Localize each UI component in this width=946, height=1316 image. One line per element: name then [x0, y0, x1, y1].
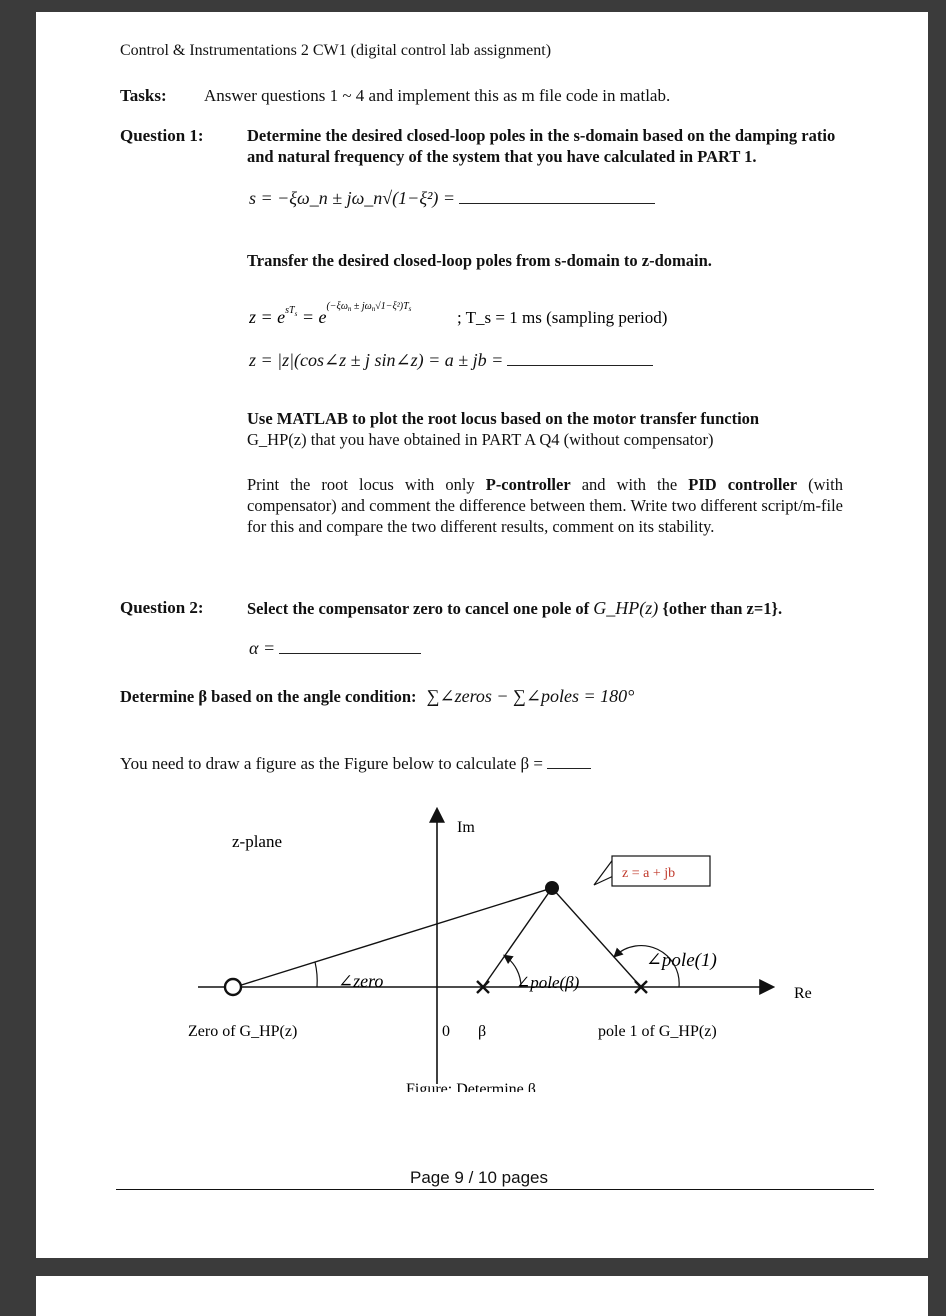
p-controller-text: P-controller: [485, 475, 571, 494]
alpha-answer-blank: [279, 653, 421, 654]
angle-pole-beta-label: ∠pole(β): [516, 973, 580, 992]
alpha-line: [249, 638, 421, 659]
question1-text: Determine the desired closed-loop poles in the s-domain based on the damping ratio and natural frequency of the system that you have calculated in PART 1.: [247, 126, 836, 166]
question2-label: Question 2:: [120, 598, 204, 617]
print-paragraph: [247, 474, 843, 537]
beta-heading-text: Determine β based on the angle condition:: [120, 687, 417, 706]
zero-to-point-line: [235, 888, 552, 987]
re-label: Re: [794, 985, 812, 1002]
z-plane-svg: [176, 792, 836, 1092]
angle-pole-1-label: ∠pole(1): [646, 950, 717, 971]
zero-of-g-label: Zero of G_HP(z): [188, 1023, 298, 1040]
angle-zero-arc: [315, 962, 317, 987]
z-polar-equation: [249, 350, 653, 371]
angle-zero-label: ∠zero: [338, 971, 384, 991]
z-equation-svg: [249, 295, 849, 335]
footer-rule: [116, 1189, 874, 1190]
transfer-heading: Transfer the desired closed-loop poles from s-domain to z-domain.: [247, 251, 712, 270]
print-text-2: and with the: [570, 475, 689, 494]
z-plane-figure: [176, 792, 836, 1092]
s-equation-text: s = −ξω_n ± jω_n√(1−ξ²) =: [249, 188, 456, 208]
question2-text: [247, 598, 782, 619]
next-page-edge: [36, 1276, 928, 1316]
print-text-3: (with compensator) and comment the difference between them. Write two different script/m-file for this and compare the two different results, comment on its stability.: [247, 475, 843, 536]
tasks-label: Tasks:: [120, 86, 167, 105]
im-label: Im: [457, 819, 475, 836]
z-answer-blank: [507, 365, 653, 366]
beta-instruction: [120, 754, 591, 774]
zero-marker: [225, 979, 241, 995]
z-polar-text: z = |z|(cos∠z ± j sin∠z) = a ± jb =: [249, 350, 504, 370]
question1-label: Question 1:: [120, 126, 204, 145]
page-number: Page 9 / 10 pages: [410, 1168, 549, 1187]
sampling-period-text: ; T_s = 1 ms (sampling period): [457, 308, 668, 327]
question2-gfunc: G_HP(z): [593, 598, 659, 618]
print-text-1: Print the root locus with only: [247, 475, 486, 494]
alpha-text: α =: [249, 638, 276, 658]
question2-text-before: Select the compensator zero to cancel one pole of: [247, 599, 594, 618]
point-z-marker: [545, 881, 559, 895]
document-header: Control & Instrumentations 2 CW1 (digital control lab assignment): [120, 42, 552, 59]
matlab-rest-text: G_HP(z) that you have obtained in PART A Q4 (without compensator): [247, 430, 714, 449]
pid-controller-text: PID controller: [688, 475, 798, 494]
figure-caption: Figure: Determine β: [406, 1081, 536, 1092]
point-z-label: z = a + jb: [622, 866, 676, 881]
s-answer-blank: [459, 203, 655, 204]
matlab-bold-text: Use MATLAB to plot the root locus based on the motor transfer function: [247, 409, 760, 428]
beta-axis-label: β: [478, 1023, 487, 1040]
origin-label: 0: [442, 1023, 450, 1040]
question2-text-after: {other than z=1}.: [658, 599, 783, 618]
pole-1-label: pole 1 of G_HP(z): [598, 1023, 717, 1040]
beta-instruction-text: You need to draw a figure as the Figure below to calculate β =: [120, 754, 543, 773]
matlab-paragraph: [247, 408, 843, 450]
s-pole-equation: [249, 188, 655, 209]
z-transform-equation: [249, 295, 849, 335]
z-equation-text: $z = e^{sT}s = e^{(-\xi\omega}n \pm j\omega n√1-\xi^2)Ts$: [249, 301, 412, 327]
tasks-text: Answer questions 1 ~ 4 and implement this as m file code in matlab.: [204, 86, 671, 105]
beta-answer-blank: [547, 768, 591, 769]
document-page: [36, 12, 928, 1258]
z-plane-label: z-plane: [232, 832, 283, 851]
angle-condition-equation: ∑∠zeros − ∑∠poles = 180°: [426, 686, 635, 706]
beta-heading: [120, 686, 634, 707]
